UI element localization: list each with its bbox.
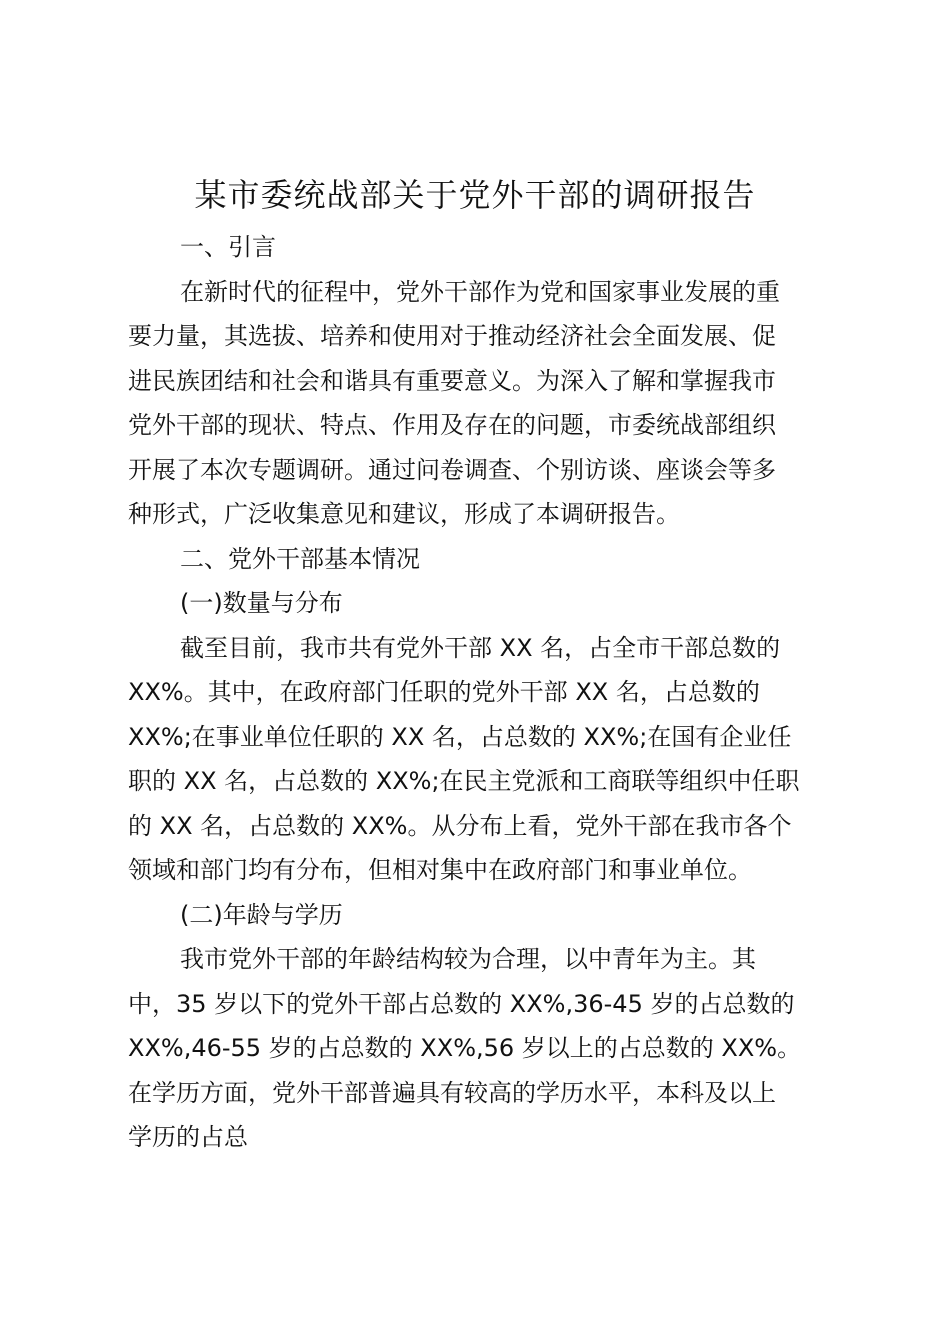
paragraph-intro [128,270,828,537]
paragraph-line: 要力量，其选拔、培养和使用对于推动经济社会全面发展、促 [128,322,776,350]
paragraph-line: 的 XX 名，占总数的 XX%。从分布上看，党外干部在我市各个 [128,811,792,840]
document-body [128,225,828,1160]
subsection-heading-age-education: (二)年龄与学历 [180,900,343,929]
paragraph-line: 我市党外干部的年龄结构较为合理，以中青年为主。其 [180,945,756,973]
section-heading-intro: 一、引言 [180,233,276,261]
paragraph-line: 学历的占总 [128,1123,248,1151]
paragraph-line: 领域和部门均有分布，但相对集中在政府部门和事业单位。 [128,856,752,884]
paragraph-line: 党外干部的现状、特点、作用及存在的问题，市委统战部组织 [128,411,776,439]
section-heading-basic-info: 二、党外干部基本情况 [180,544,420,573]
paragraph-line: 职的 XX 名，占总数的 XX%;在民主党派和工商联等组织中任职 [128,767,800,795]
paragraph-line: 在新时代的征程中，党外干部作为党和国家事业发展的重 [180,277,780,306]
paragraph-line: 在学历方面，党外干部普遍具有较高的学历水平，本科及以上 [128,1078,776,1107]
document-title: 某市委统战部关于党外干部的调研报告 [194,176,756,214]
paragraph-line: XX%;在事业单位任职的 XX 名，占总数的 XX%;在国有企业任 [128,722,792,751]
paragraph-line: 中，35 岁以下的党外干部占总数的 XX%,36-45 岁的占总数的 [128,989,795,1018]
paragraph-line: XX%。其中，在政府部门任职的党外干部 XX 名，占总数的 [128,678,760,706]
subsection-heading-quantity: (一)数量与分布 [180,589,343,617]
paragraph-quantity [128,626,828,893]
paragraph-line: 开展了本次专题调研。通过问卷调查、个别访谈、座谈会等多 [128,455,776,484]
paragraph-line: 种形式，广泛收集意见和建议，形成了本调研报告。 [128,500,680,528]
paragraph-line: XX%,46-55 岁的占总数的 XX%,56 岁以上的占总数的 XX%。 [128,1034,802,1062]
paragraph-line: 截至目前，我市共有党外干部 XX 名，占全市干部总数的 [180,633,781,662]
paragraph-line: 进民族团结和社会和谐具有重要意义。为深入了解和掌握我市 [128,366,776,395]
paragraph-age-education [128,937,828,1160]
